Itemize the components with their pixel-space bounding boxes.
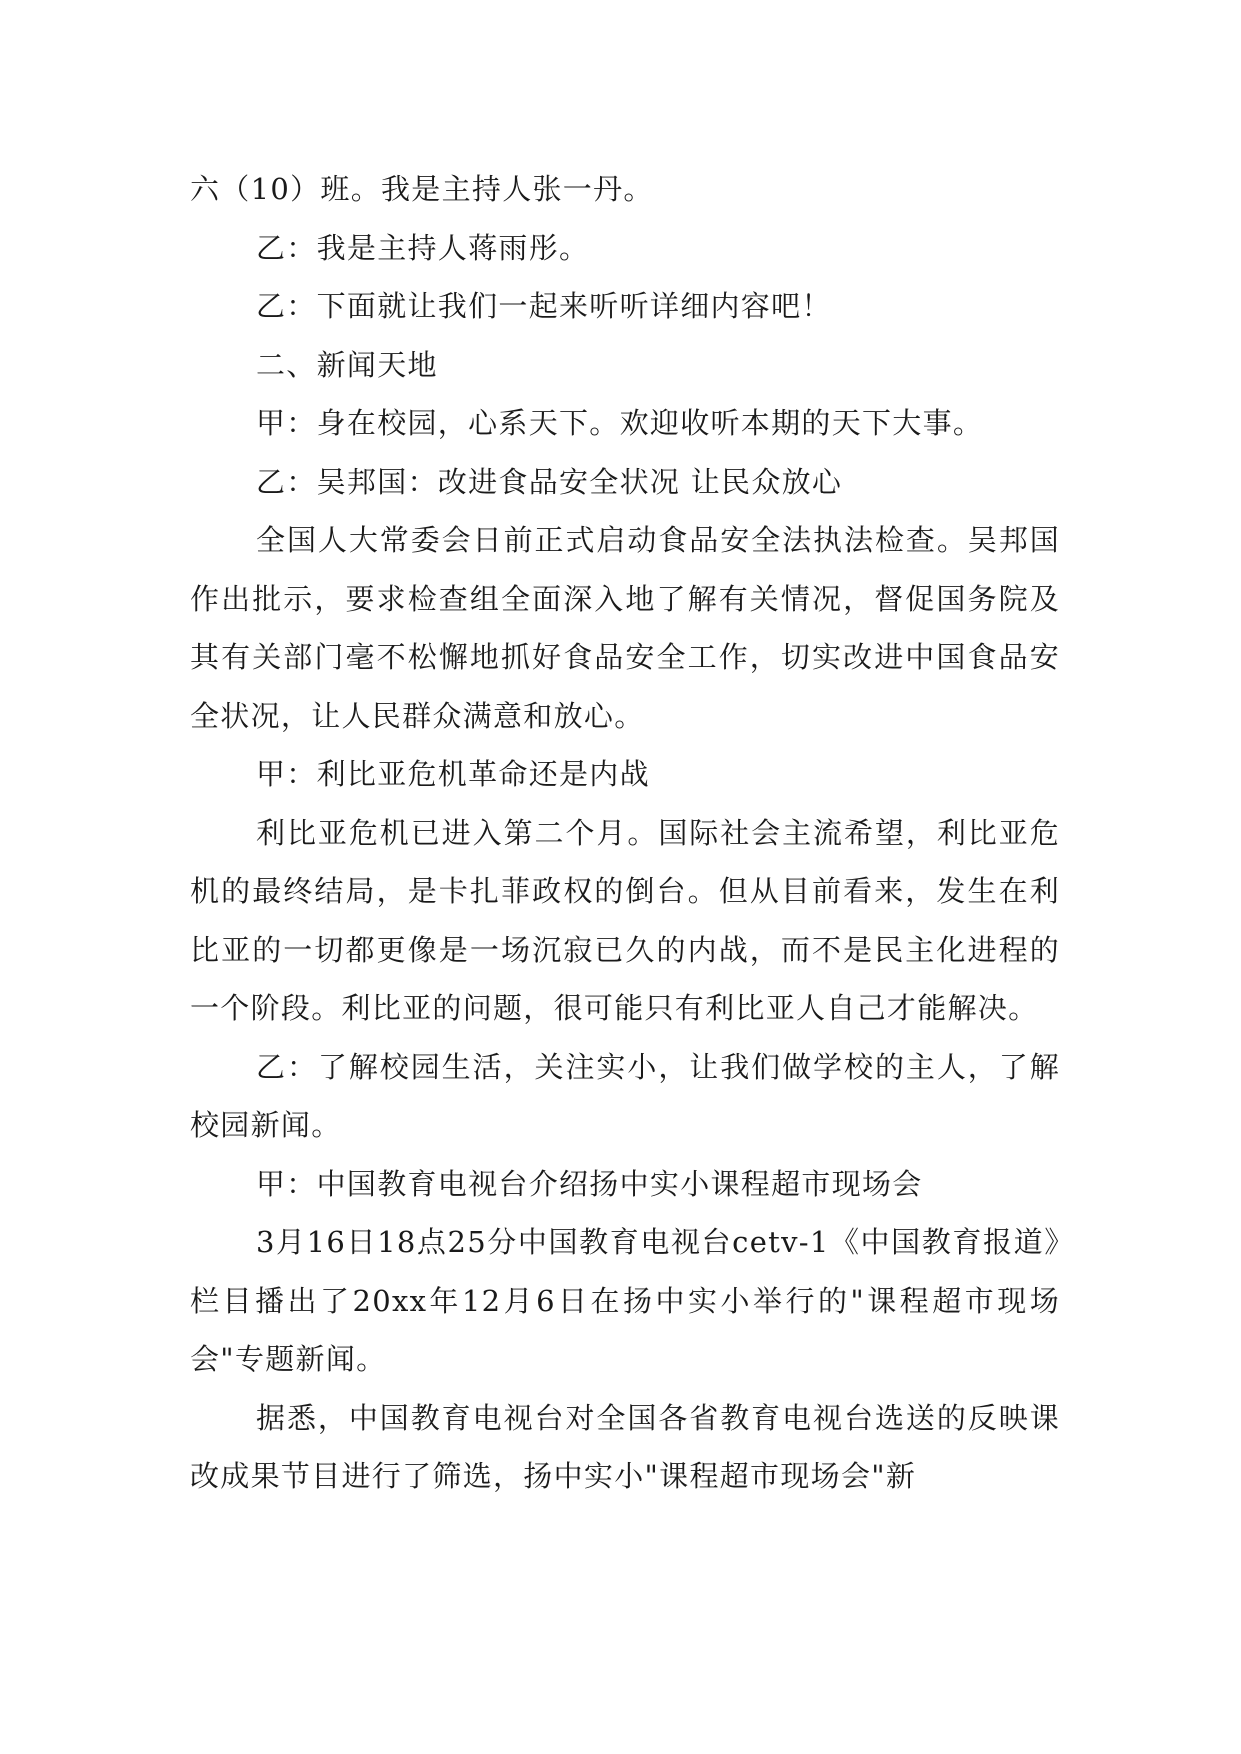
paragraph-1: 六（10）班。我是主持人张一丹。 bbox=[190, 172, 654, 206]
news-headline-food-safety: 乙：吴邦国：改进食品安全状况 让民众放心 bbox=[256, 464, 843, 499]
paragraph-2: 乙：我是主持人蒋雨彤。 bbox=[256, 230, 590, 265]
section-heading-news: 二、新闻天地 bbox=[256, 347, 438, 382]
document-body bbox=[190, 160, 1060, 1506]
paragraph-3: 乙：下面就让我们一起来听听详细内容吧！ bbox=[256, 289, 832, 323]
paragraph-5: 甲：身在校园，心系天下。欢迎收听本期的天下大事。 bbox=[256, 406, 984, 440]
news-headline-cetv: 甲：中国教育电视台介绍扬中实小课程超市现场会 bbox=[256, 1166, 923, 1201]
news-body-selection: 据悉，中国教育电视台对全国各省教育电视台选送的反映课改成果节目进行了筛选，扬中实小"课程超市现场会"新 bbox=[190, 1400, 1060, 1493]
news-headline-libya: 甲：利比亚危机革命还是内战 bbox=[256, 757, 650, 791]
paragraph-campus-intro: 乙：了解校园生活，关注实小，让我们做学校的主人，了解校园新闻。 bbox=[190, 1049, 1060, 1142]
news-body-food-safety: 全国人大常委会日前正式启动食品安全法执法检查。吴邦国作出批示，要求检查组全面深入地了解有关情况，督促国务院及其有关部门毫不松懈地抓好食品安全工作，切实改进中国食品安全状况，让人民群众满意和放心。 bbox=[190, 523, 1060, 733]
news-body-libya: 利比亚危机已进入第二个月。国际社会主流希望，利比亚危机的最终结局，是卡扎菲政权的倒台。但从目前看来，发生在利比亚的一切都更像是一场沉寂已久的内战，而不是民主化进程的一个阶段。利比亚的问题，很可能只有利比亚人自己才能解决。 bbox=[190, 815, 1060, 1025]
news-body-cetv: 3月16日18点25分中国教育电视台cetv-1《中国教育报道》栏目播出了20xx年12月6日在扬中实小举行的"课程超市现场会"专题新闻。 bbox=[190, 1225, 1060, 1376]
